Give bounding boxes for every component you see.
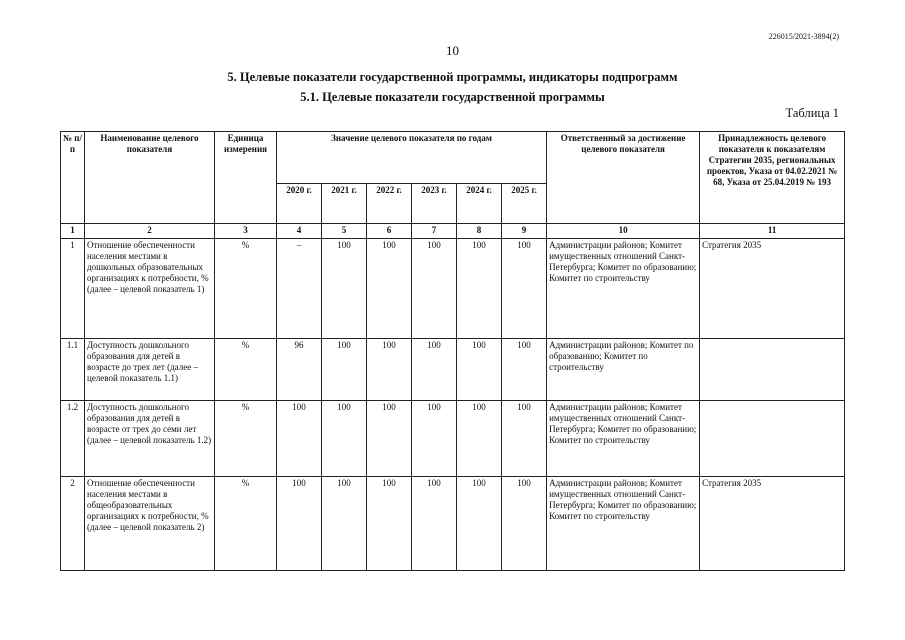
column-number: 4 bbox=[277, 224, 322, 239]
row-affiliation bbox=[700, 339, 845, 401]
header-year: 2024 г. bbox=[457, 184, 502, 224]
column-number-row bbox=[61, 224, 845, 239]
row-value: 100 bbox=[457, 401, 502, 477]
row-num: 1 bbox=[61, 239, 85, 339]
document-number: 226015/2021-3894(2) bbox=[768, 32, 839, 41]
table-label: Таблица 1 bbox=[785, 106, 839, 120]
row-value: 100 bbox=[457, 239, 502, 339]
row-value: 100 bbox=[322, 239, 367, 339]
header-affiliation: Принадлежность целевого показателя к показателям Стратегии 2035, региональных проектов, Указа от 04.02.2021 № 68, Указа от 25.04.2019 № 193 bbox=[700, 132, 845, 224]
header-responsible: Ответственный за достижение целевого показателя bbox=[547, 132, 700, 224]
page-number: 10 bbox=[446, 43, 459, 58]
row-value: 100 bbox=[367, 401, 412, 477]
header-year: 2020 г. bbox=[277, 184, 322, 224]
column-number: 8 bbox=[457, 224, 502, 239]
row-value: 100 bbox=[457, 339, 502, 401]
header-unit: Единица измерения bbox=[215, 132, 277, 224]
row-value: 100 bbox=[457, 477, 502, 571]
row-num: 2 bbox=[61, 477, 85, 571]
table-row bbox=[61, 239, 845, 339]
header-num: № п/п bbox=[61, 132, 85, 224]
column-number: 6 bbox=[367, 224, 412, 239]
row-name: Отношение обеспеченности населения местами в дошкольных образовательных организациях к потребности, % (далее – целевой показатель 1) bbox=[85, 239, 215, 339]
indicators-table bbox=[60, 131, 845, 571]
row-affiliation: Стратегия 2035 bbox=[700, 477, 845, 571]
row-value: 100 bbox=[367, 239, 412, 339]
subsection-title: 5.1. Целевые показатели государственной программы bbox=[300, 90, 605, 104]
row-value: 100 bbox=[502, 239, 547, 339]
column-number: 10 bbox=[547, 224, 700, 239]
row-num: 1.1 bbox=[61, 339, 85, 401]
row-value: 100 bbox=[502, 401, 547, 477]
row-responsible: Администрации районов; Комитет имущественных отношений Санкт-Петербурга; Комитет по образованию; Комитет по строительству bbox=[547, 401, 700, 477]
row-unit: % bbox=[215, 239, 277, 339]
column-number: 2 bbox=[85, 224, 215, 239]
row-affiliation: Стратегия 2035 bbox=[700, 239, 845, 339]
row-value: 100 bbox=[322, 339, 367, 401]
row-unit: % bbox=[215, 477, 277, 571]
column-number: 1 bbox=[61, 224, 85, 239]
table-row bbox=[61, 477, 845, 571]
header-year: 2023 г. bbox=[412, 184, 457, 224]
row-value: 100 bbox=[322, 401, 367, 477]
column-number: 5 bbox=[322, 224, 367, 239]
row-name: Доступность дошкольного образования для детей в возрасте от трех до семи лет (далее – целевой показатель 1.2) bbox=[85, 401, 215, 477]
header-year: 2022 г. bbox=[367, 184, 412, 224]
row-value: 100 bbox=[277, 401, 322, 477]
row-value: 100 bbox=[277, 477, 322, 571]
row-responsible: Администрации районов; Комитет имущественных отношений Санкт-Петербурга; Комитет по образованию; Комитет по строительству bbox=[547, 239, 700, 339]
table-row bbox=[61, 339, 845, 401]
row-value: 100 bbox=[367, 477, 412, 571]
header-values-group: Значение целевого показателя по годам bbox=[277, 132, 547, 184]
row-value: 100 bbox=[412, 239, 457, 339]
table-row bbox=[61, 401, 845, 477]
row-unit: % bbox=[215, 401, 277, 477]
row-name: Доступность дошкольного образования для детей в возрасте до трех лет (далее – целевой показатель 1.1) bbox=[85, 339, 215, 401]
row-value: 100 bbox=[412, 339, 457, 401]
row-responsible: Администрации районов; Комитет по образованию; Комитет по строительству bbox=[547, 339, 700, 401]
row-num: 1.2 bbox=[61, 401, 85, 477]
column-number: 9 bbox=[502, 224, 547, 239]
row-responsible: Администрации районов; Комитет имущественных отношений Санкт-Петербурга; Комитет по образованию; Комитет по строительству bbox=[547, 477, 700, 571]
row-value: 100 bbox=[367, 339, 412, 401]
row-unit: % bbox=[215, 339, 277, 401]
header-year: 2021 г. bbox=[322, 184, 367, 224]
row-affiliation bbox=[700, 401, 845, 477]
row-value: – bbox=[277, 239, 322, 339]
header-year: 2025 г. bbox=[502, 184, 547, 224]
column-number: 11 bbox=[700, 224, 845, 239]
row-value: 100 bbox=[412, 477, 457, 571]
column-number: 7 bbox=[412, 224, 457, 239]
header-name: Наименование целевого показателя bbox=[85, 132, 215, 224]
row-value: 100 bbox=[412, 401, 457, 477]
row-value: 100 bbox=[322, 477, 367, 571]
column-number: 3 bbox=[215, 224, 277, 239]
row-value: 100 bbox=[502, 339, 547, 401]
section-title: 5. Целевые показатели государственной программы, индикаторы подпрограмм bbox=[227, 70, 678, 84]
row-value: 100 bbox=[502, 477, 547, 571]
row-value: 96 bbox=[277, 339, 322, 401]
row-name: Отношение обеспеченности населения местами в общеобразовательных организациях к потребности, % (далее – целевой показатель 2) bbox=[85, 477, 215, 571]
